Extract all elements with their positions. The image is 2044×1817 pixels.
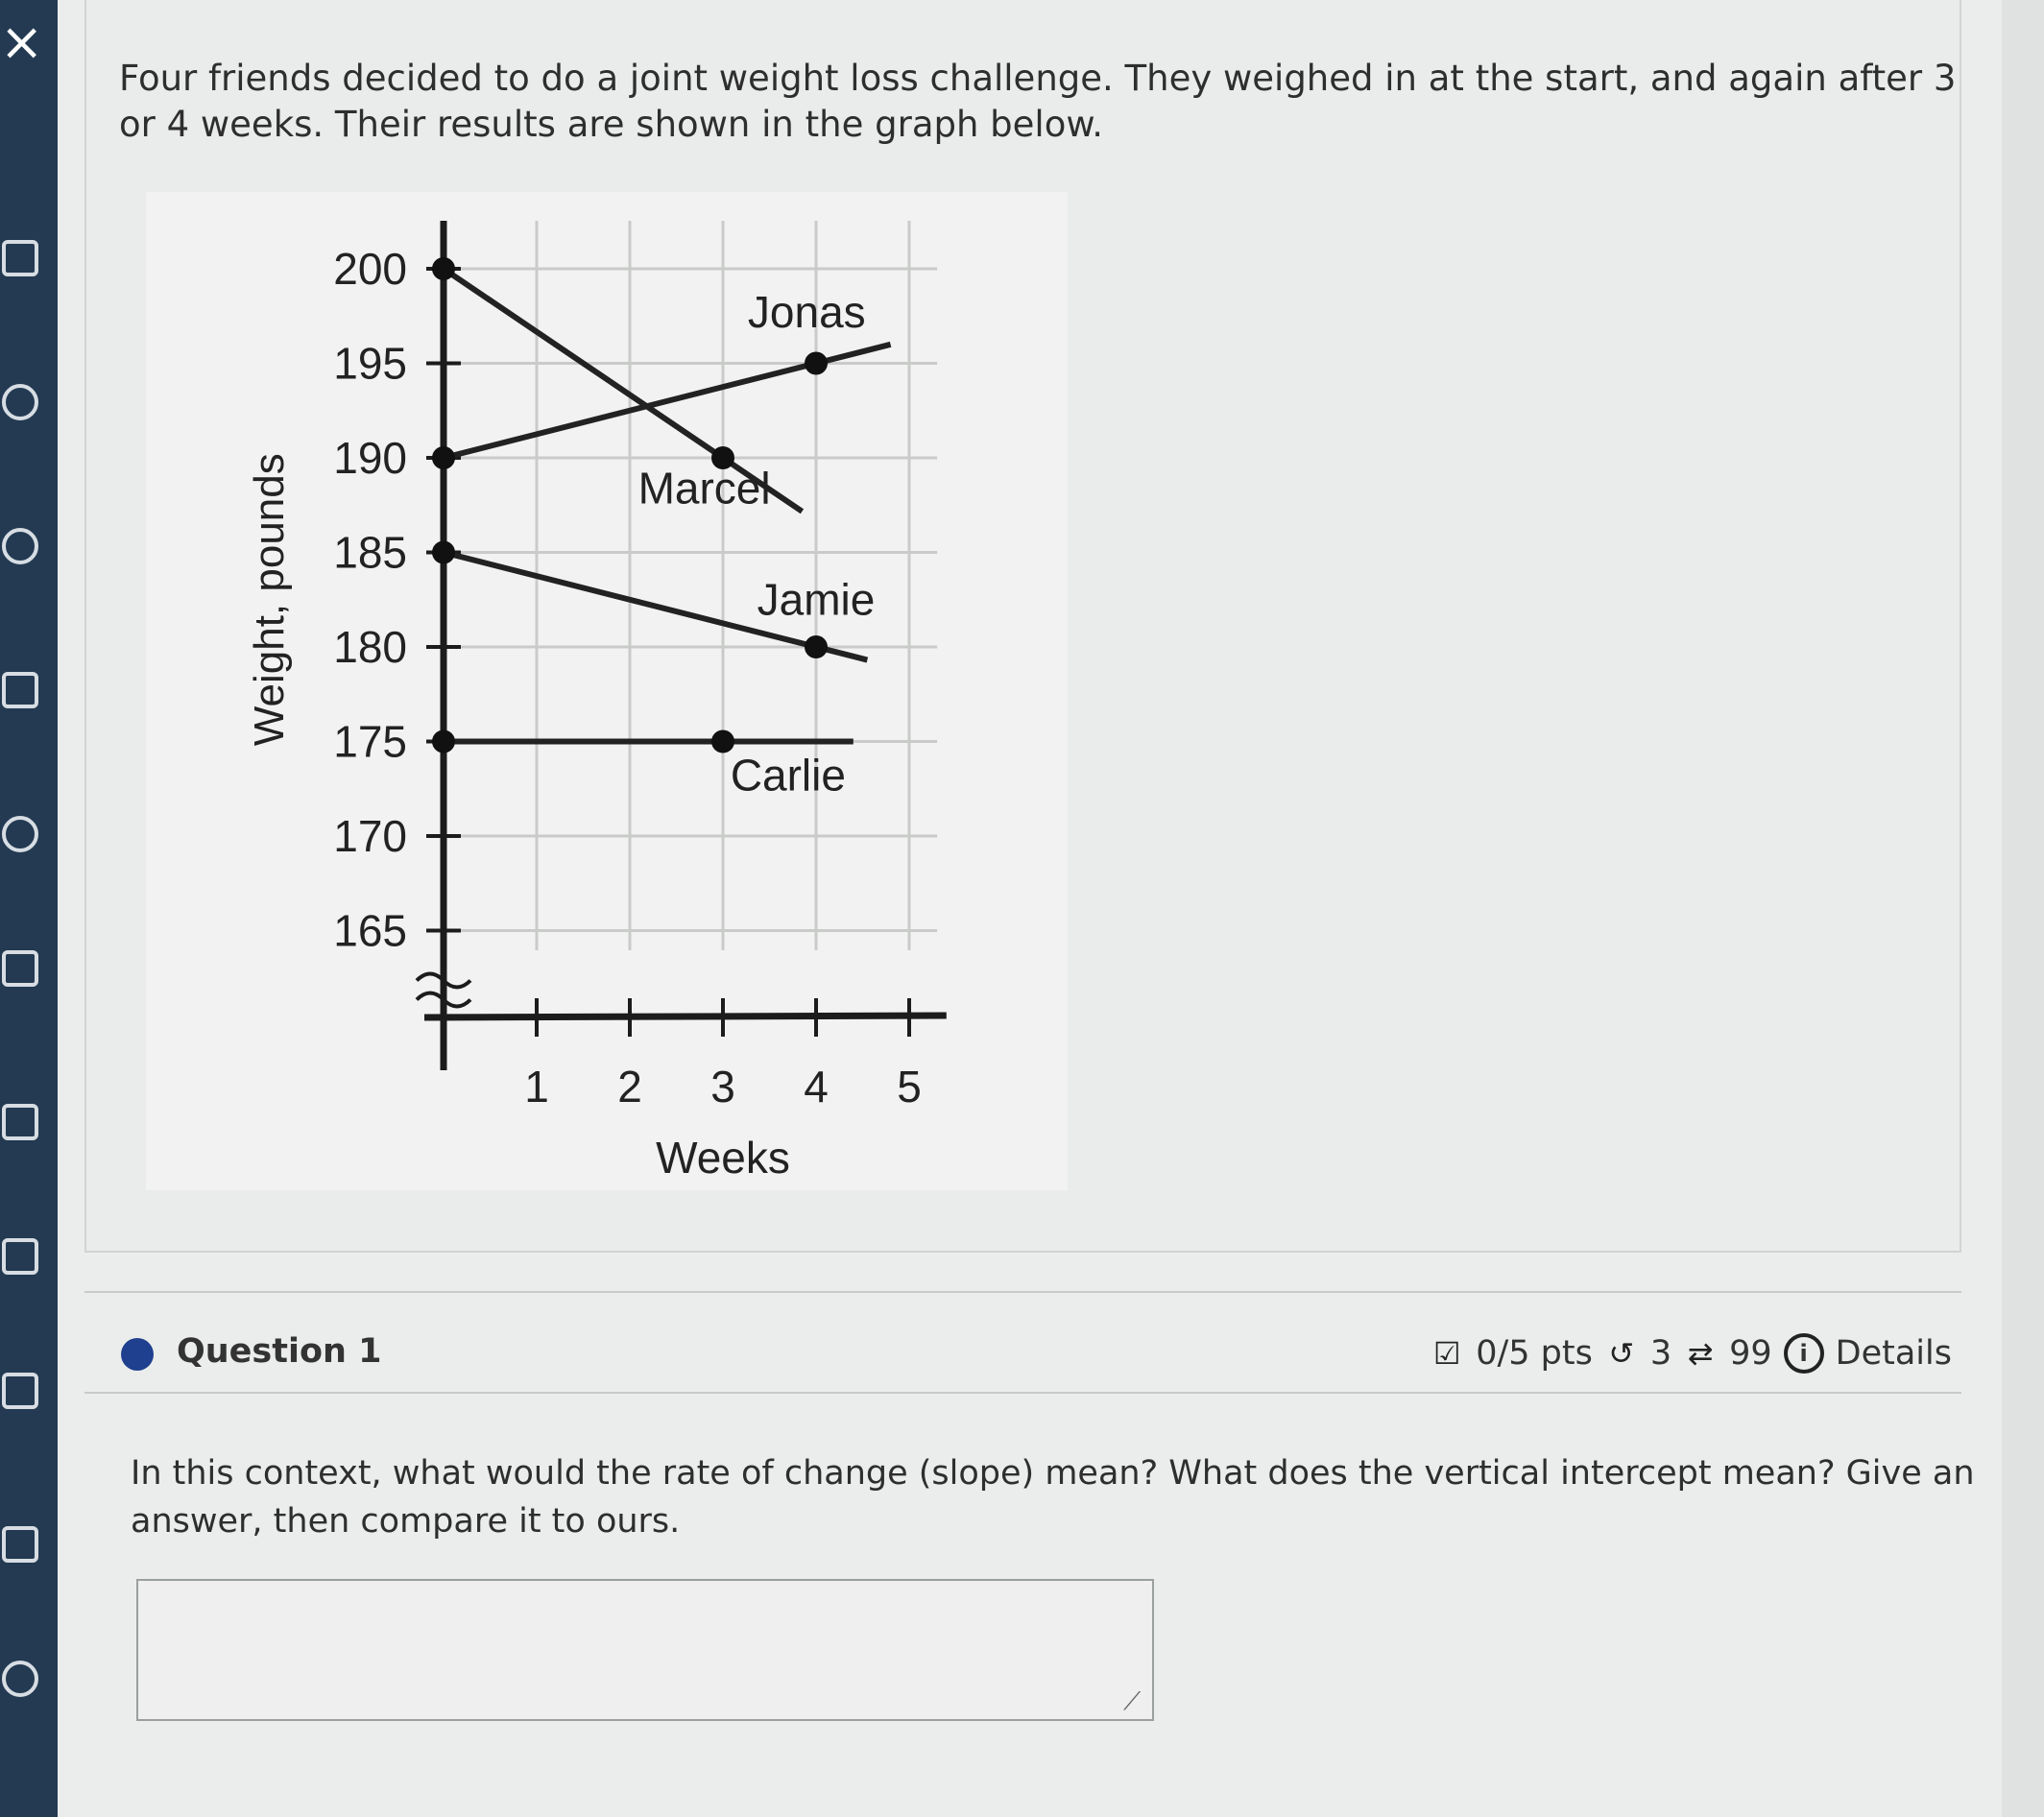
document-icon[interactable]: [2, 240, 38, 276]
y-tick-label: 185: [333, 527, 407, 578]
intro-text: Four friends decided to do a joint weight loss challenge. They weighed in at the start, and again after 3 or 4 weeks. Their results are shown in the graph below.: [119, 58, 1957, 145]
retries-count: 3: [1649, 1334, 1672, 1373]
answer-textarea[interactable]: [136, 1579, 1154, 1721]
data-point-carlie: [432, 730, 455, 753]
attempts-count: 99: [1729, 1334, 1772, 1373]
data-point-marcel: [432, 257, 455, 280]
left-sidebar: [0, 0, 58, 1817]
people-icon[interactable]: [2, 816, 38, 852]
grid-icon[interactable]: [2, 950, 38, 987]
y-tick-label: 175: [333, 716, 407, 767]
calendar-icon[interactable]: [2, 672, 38, 708]
right-edge: [2002, 0, 2044, 1817]
attempts-icon: ⇄: [1687, 1335, 1714, 1372]
data-point-jonas: [805, 352, 828, 375]
x-axis: [424, 1016, 947, 1017]
weight-chart: [146, 192, 1068, 1190]
x-tick-label: 4: [804, 1062, 829, 1112]
checkbox-icon: ☑: [1432, 1335, 1461, 1372]
question-text: In this context, what would the rate of change (slope) mean? What does the vertical intercept mean? Give an answer, then compare it to ours.: [131, 1454, 1975, 1541]
data-point-jamie: [805, 635, 828, 658]
data-point-jamie: [432, 541, 455, 564]
globe-icon[interactable]: [2, 528, 38, 564]
x-tick-label: 5: [897, 1062, 922, 1112]
y-tick-label: 165: [333, 905, 407, 956]
tag-icon[interactable]: [2, 1373, 38, 1409]
y-axis-label: Weight, pounds: [246, 453, 293, 747]
y-tick-label: 190: [333, 433, 407, 483]
series-label-marcel: Marcel: [637, 463, 771, 514]
y-tick-label: 195: [333, 338, 407, 389]
info-icon[interactable]: i: [1784, 1333, 1824, 1374]
x-tick-label: 1: [524, 1062, 549, 1112]
edit-icon[interactable]: [2, 1526, 38, 1563]
mail-icon[interactable]: [2, 1104, 38, 1140]
close-icon[interactable]: ×: [0, 12, 44, 72]
intro-panel: [84, 0, 1961, 1253]
resize-handle-icon[interactable]: ⟋: [1123, 1687, 1142, 1716]
x-tick-label: 3: [710, 1062, 735, 1112]
weight-chart-svg: [146, 192, 1068, 1190]
question-status-dot: [121, 1338, 154, 1371]
divider: [84, 1392, 1961, 1394]
question-meta: [1430, 1327, 1952, 1380]
details-link[interactable]: Details: [1835, 1334, 1952, 1373]
y-tick-label: 170: [333, 811, 407, 861]
list-icon[interactable]: [2, 1238, 38, 1275]
series-label-carlie: Carlie: [730, 750, 846, 801]
y-tick-label: 180: [333, 622, 407, 672]
points-label: 0/5 pts: [1476, 1334, 1593, 1373]
retry-icon: ↺: [1608, 1335, 1635, 1372]
series-label-jonas: Jonas: [747, 287, 866, 338]
series-label-jamie: Jamie: [757, 574, 876, 625]
x-axis-label: Weeks: [656, 1133, 790, 1183]
data-point-jonas: [432, 446, 455, 469]
question-title: Question 1: [177, 1332, 382, 1371]
x-tick-label: 2: [617, 1062, 642, 1112]
question-header: [84, 1315, 1961, 1392]
content-page: [58, 0, 2002, 1817]
divider: [84, 1291, 1961, 1293]
y-tick-label: 200: [333, 244, 407, 294]
history-icon[interactable]: [2, 1661, 38, 1697]
user-icon[interactable]: [2, 384, 38, 420]
